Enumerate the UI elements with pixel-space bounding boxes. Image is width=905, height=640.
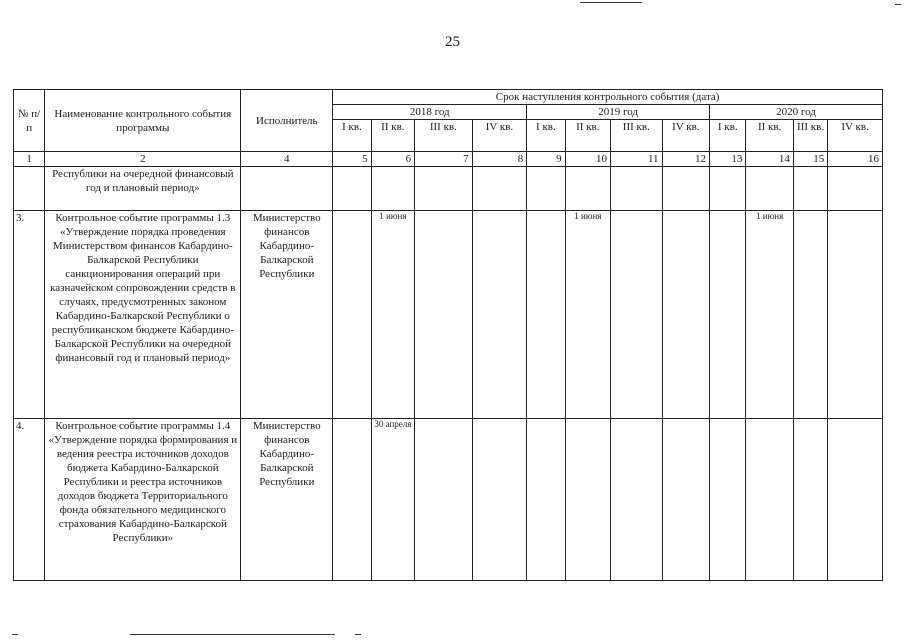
deadline-cell	[611, 419, 663, 581]
header-quarter: I кв.	[710, 120, 746, 152]
header-quarter: I кв.	[333, 120, 371, 152]
column-number: 10	[565, 152, 610, 167]
column-number: 1	[14, 152, 45, 167]
header-quarter: IV кв.	[662, 120, 709, 152]
deadline-cell	[565, 167, 610, 211]
deadline-cell: 1 июня	[746, 211, 793, 419]
row-num: 4.	[14, 419, 45, 581]
deadline-cell	[793, 419, 827, 581]
deadline-cell	[828, 167, 883, 211]
deadline-cell	[611, 211, 663, 419]
header-quarter: I кв.	[527, 120, 565, 152]
deadline-cell	[793, 211, 827, 419]
deadline-cell	[527, 167, 565, 211]
table-row	[14, 167, 883, 211]
deadline-cell	[565, 419, 610, 581]
deadline-cell	[333, 419, 371, 581]
column-number: 7	[415, 152, 473, 167]
deadline-cell	[415, 419, 473, 581]
column-number: 14	[746, 152, 793, 167]
header-quarter: II кв.	[746, 120, 793, 152]
deadline-cell	[828, 211, 883, 419]
scan-mark-bottom	[130, 634, 335, 635]
header-quarter: II кв.	[371, 120, 414, 152]
table-row	[14, 419, 883, 581]
table-row	[14, 211, 883, 419]
deadline-cell	[710, 211, 746, 419]
deadline-cell	[527, 211, 565, 419]
deadline-cell	[472, 419, 527, 581]
deadline-cell	[333, 167, 371, 211]
header-event-name: Наименование контрольного события программы	[45, 90, 241, 152]
header-quarter: IV кв.	[828, 120, 883, 152]
header-quarter: IV кв.	[472, 120, 527, 152]
header-quarter: III кв.	[415, 120, 473, 152]
executor	[241, 167, 333, 211]
deadline-cell	[333, 211, 371, 419]
event-name: Республики на очередной финансовый год и плановый период»	[45, 167, 241, 211]
column-number: 2	[45, 152, 241, 167]
column-number: 5	[333, 152, 371, 167]
deadline-cell	[472, 211, 527, 419]
deadline-cell: 1 июня	[565, 211, 610, 419]
deadline-cell	[710, 419, 746, 581]
deadline-cell	[611, 167, 663, 211]
column-number: 8	[472, 152, 527, 167]
column-number: 15	[793, 152, 827, 167]
column-numbering-row	[14, 152, 883, 167]
deadline-cell	[371, 167, 414, 211]
column-number: 11	[611, 152, 663, 167]
row-num: 3.	[14, 211, 45, 419]
deadline-cell: 1 июня	[371, 211, 414, 419]
event-name: Контрольное событие программы 1.3 «Утверждение порядка проведения Министерством финансов Кабардино-Балкарской Республики санкционирования операций при казначейском сопровождении средств в случаях, предусмотренных законом Кабардино-Балкарской Республики о республиканском бюджете Кабардино-Балкарской Республики на очередной финансовый год и плановый период»	[45, 211, 241, 419]
column-number: 16	[828, 152, 883, 167]
scan-mark-top	[580, 2, 642, 3]
control-events-table	[13, 89, 883, 581]
scan-mark-bottom-mid	[355, 634, 361, 635]
header-num: № п/п	[14, 90, 45, 152]
header-deadline: Срок наступления контрольного события (дата)	[333, 90, 883, 105]
deadline-cell	[472, 167, 527, 211]
deadline-cell	[662, 211, 709, 419]
scan-mark-bottom-left	[12, 634, 18, 635]
deadline-cell	[793, 167, 827, 211]
row-num	[14, 167, 45, 211]
scan-mark-top-right	[895, 4, 901, 5]
deadline-cell	[415, 211, 473, 419]
deadline-cell	[746, 167, 793, 211]
deadline-cell	[662, 167, 709, 211]
header-quarter: III кв.	[793, 120, 827, 152]
event-name: Контрольное событие программы 1.4 «Утверждение порядка формирования и ведения реестра источников доходов бюджета Кабардино-Балкарской Республики и реестра источников доходов бюджета Территориального фонда обязательного медицинского страхования Кабардино-Балкарской Республики»	[45, 419, 241, 581]
page-number: 25	[445, 34, 460, 50]
deadline-cell	[746, 419, 793, 581]
header-year-2020: 2020 год	[710, 105, 883, 120]
executor: Министерство финансов Кабардино-Балкарской Республики	[241, 211, 333, 419]
header-executor: Исполнитель	[241, 90, 333, 152]
column-number: 12	[662, 152, 709, 167]
column-number: 9	[527, 152, 565, 167]
deadline-cell	[415, 167, 473, 211]
header-year-2019: 2019 год	[527, 105, 710, 120]
executor: Министерство финансов Кабардино-Балкарской Республики	[241, 419, 333, 581]
column-number: 13	[710, 152, 746, 167]
deadline-cell	[710, 167, 746, 211]
header-year-2018: 2018 год	[333, 105, 527, 120]
deadline-cell: 30 апреля	[371, 419, 414, 581]
deadline-cell	[662, 419, 709, 581]
header-quarter: II кв.	[565, 120, 610, 152]
deadline-cell	[527, 419, 565, 581]
column-number: 6	[371, 152, 414, 167]
deadline-cell	[828, 419, 883, 581]
header-quarter: III кв.	[611, 120, 663, 152]
column-number: 4	[241, 152, 333, 167]
